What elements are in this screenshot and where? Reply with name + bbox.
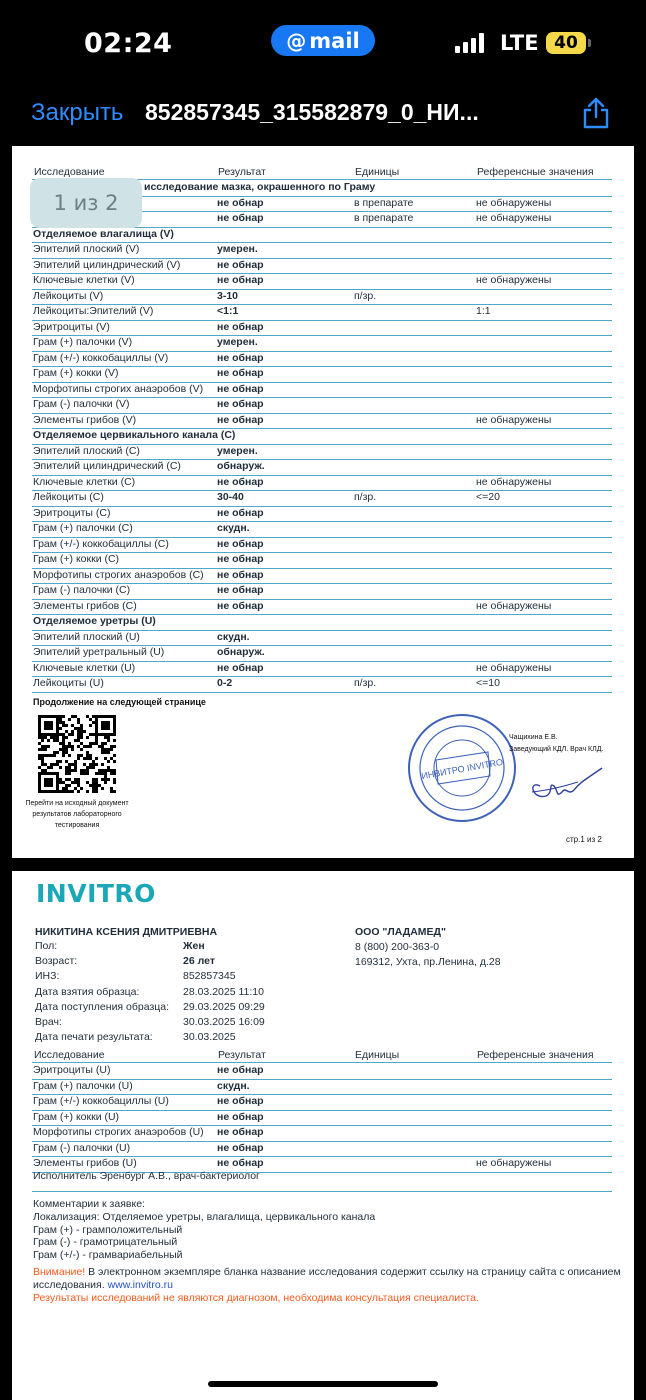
- org-name: ООО "ЛАДАМЕД": [355, 926, 447, 938]
- table-row: [32, 676, 612, 693]
- result-cell: не обнар: [217, 351, 264, 364]
- study-cell: Грам (-) палочки (U): [33, 1141, 131, 1154]
- study-cell: Грам (+) кокки (V): [33, 367, 119, 379]
- column-header-reference: Референсные значения: [477, 1049, 594, 1061]
- clock: 02:24: [84, 28, 173, 59]
- home-indicator[interactable]: [208, 1381, 438, 1387]
- result-cell: не обнар: [217, 382, 264, 395]
- signer-title: Заведующий КДЛ. Врач КЛД.: [509, 746, 604, 753]
- study-cell: Лейкоциты (U): [33, 677, 104, 689]
- study-cell: исследование мазка, окрашенного по Граму: [144, 181, 376, 193]
- document-title: 852857345_315582879_0_НИ...: [145, 99, 479, 125]
- column-header-result: Результат: [218, 166, 266, 178]
- study-cell: Эпителий плоский (C): [33, 444, 140, 457]
- mail-pill-label: mail: [309, 28, 360, 53]
- result-cell: скудн.: [217, 630, 250, 643]
- field-label: Дата печати результата:: [35, 1031, 153, 1044]
- table-row: [32, 1141, 612, 1158]
- table-row: [32, 366, 612, 383]
- field-value: 29.03.2025 09:29: [183, 1000, 265, 1013]
- study-cell: Эритроциты (V): [33, 320, 110, 333]
- units-cell: в препарате: [354, 196, 414, 209]
- stamp-label: ИНВИТРО INVITRO: [420, 756, 504, 782]
- patient-name: НИКИТИНА КСЕНИЯ ДМИТРИЕВНА: [35, 926, 218, 938]
- reference-cell: не обнаружены: [476, 212, 552, 224]
- page-indicator: 1 из 2: [30, 178, 142, 228]
- study-cell: Грам (+/-) коккобациллы (V): [33, 351, 169, 364]
- section-header-row: [32, 227, 612, 244]
- comment-line: Локализация: Отделяемое уретры, влагалища, цервикального канала: [33, 1211, 376, 1223]
- column-header-study: Исследование: [34, 166, 105, 178]
- study-cell: Морфотипы строгих анаэробов (U): [33, 1126, 204, 1138]
- result-cell: не обнар: [217, 258, 264, 271]
- battery-tip: [588, 39, 591, 47]
- table-row: [32, 537, 612, 554]
- reference-cell: <=10: [476, 677, 500, 689]
- study-cell: Эпителий уретральный (U): [33, 646, 165, 658]
- table-row: [32, 242, 612, 259]
- table-row: [32, 289, 612, 306]
- network-type: LTE: [500, 31, 539, 55]
- study-cell: Отделяемое цервикального канала (C): [33, 429, 236, 441]
- field-label: Пол:: [35, 940, 58, 952]
- org-address: 169312, Ухта, пр.Ленина, д.28: [355, 956, 501, 968]
- units-cell: п/зр.: [354, 289, 377, 302]
- disclaimer: Результаты исследований не являются диагнозом, необходима консультация специалиста.: [33, 1292, 479, 1304]
- result-cell: не обнар: [217, 475, 264, 488]
- reference-cell: не обнаружены: [476, 1157, 552, 1169]
- table-row: [32, 382, 612, 399]
- study-cell: Отделяемое влагалища (V): [33, 227, 174, 240]
- signer-info: [509, 732, 603, 756]
- column-header-units: Единицы: [355, 166, 400, 178]
- study-cell: Эпителий цилиндрический (C): [33, 460, 181, 472]
- field-value: 26 лет: [183, 955, 215, 968]
- result-cell: не обнар: [217, 398, 264, 410]
- invitro-logo: INVITRO: [36, 879, 156, 908]
- table-row: [32, 1063, 612, 1080]
- lab-stamp: [406, 712, 518, 824]
- status-bar: [0, 0, 646, 88]
- result-cell: не обнар: [217, 367, 264, 379]
- study-cell: Грам (-) палочки (V): [33, 398, 130, 410]
- warning-line-1: [33, 1266, 621, 1278]
- column-header-result: Результат: [218, 1049, 266, 1061]
- continuation-note: Продолжение на следующей странице: [33, 697, 206, 707]
- study-cell: Эпителий цилиндрический (V): [33, 258, 181, 271]
- study-cell: Ключевые клетки (V): [33, 274, 135, 286]
- table-row: [32, 1110, 612, 1127]
- column-header-study: Исследование: [34, 1049, 105, 1061]
- warning-line-2: [33, 1279, 173, 1291]
- study-cell: Грам (+) палочки (C): [33, 522, 133, 534]
- invitro-link[interactable]: www.invitro.ru: [107, 1279, 173, 1291]
- reference-cell: не обнаружены: [476, 475, 552, 488]
- table-row: [32, 413, 612, 430]
- table-row: [32, 1094, 612, 1111]
- column-header-units: Единицы: [355, 1049, 400, 1061]
- result-cell: не обнар: [217, 661, 264, 674]
- result-cell: не обнар: [217, 537, 264, 550]
- field-label: Врач:: [35, 1016, 62, 1028]
- signature: [518, 756, 608, 806]
- document-page-1: [12, 146, 634, 858]
- reference-cell: <=20: [476, 491, 500, 503]
- table-row: [32, 552, 612, 569]
- study-cell: Грам (+/-) коккобациллы (U): [33, 1095, 169, 1107]
- field-value: 30.03.2025: [183, 1031, 236, 1044]
- study-cell: Ключевые клетки (C): [33, 475, 136, 488]
- comment-line: Грам (+) - грамположительный: [33, 1223, 183, 1236]
- result-cell: не обнар: [217, 1126, 264, 1138]
- field-label: ИНЗ:: [35, 970, 60, 983]
- result-cell: 0-2: [217, 677, 233, 689]
- reference-cell: 1:1: [476, 305, 491, 317]
- table-row: [32, 397, 612, 414]
- table-row: [32, 1125, 612, 1142]
- study-cell: Эритроциты (C): [33, 506, 111, 519]
- section-header-row: [32, 428, 612, 445]
- warning-text-2: исследования.: [33, 1279, 108, 1291]
- result-cell: скудн.: [217, 1079, 250, 1092]
- result-cell: не обнар: [217, 320, 264, 333]
- comment-line: Грам (-) - грамотрицательный: [33, 1236, 178, 1248]
- study-cell: Отделяемое уретры (U): [33, 615, 156, 627]
- table-row: [32, 661, 612, 678]
- close-button[interactable]: Закрыть: [31, 99, 124, 126]
- mail-app-pill[interactable]: [271, 25, 375, 56]
- result-cell: не обнар: [217, 1064, 264, 1076]
- study-cell: Грам (+) палочки (U): [33, 1079, 133, 1092]
- battery-icon: 40: [546, 32, 586, 54]
- result-cell: не обнар: [217, 1095, 264, 1107]
- result-cell: 30-40: [217, 491, 244, 503]
- field-value: 852857345: [183, 970, 236, 983]
- reference-cell: не обнаружены: [476, 599, 552, 612]
- table-row: [32, 645, 612, 662]
- result-cell: не обнар: [217, 1141, 264, 1154]
- table-row: [32, 258, 612, 275]
- study-cell: Грам (+/-) коккобациллы (C): [33, 537, 169, 550]
- study-cell: Грам (+) палочки (V): [33, 336, 133, 348]
- at-icon: @: [286, 28, 307, 53]
- result-cell: не обнар: [217, 553, 264, 565]
- result-cell: не обнар: [217, 1110, 264, 1123]
- reference-cell: не обнаружены: [476, 413, 552, 426]
- study-cell: Грам (+) кокки (U): [33, 1110, 120, 1123]
- result-cell: не обнар: [217, 196, 264, 209]
- study-cell: Грам (-) палочки (C): [33, 584, 131, 596]
- field-value: 30.03.2025 16:09: [183, 1016, 265, 1028]
- reference-cell: не обнаружены: [476, 274, 552, 286]
- study-cell: Элементы грибов (V): [33, 413, 137, 426]
- org-phone: 8 (800) 200-363-0: [355, 941, 440, 953]
- comments-divider: [32, 1191, 612, 1192]
- column-header-reference: Референсные значения: [477, 166, 594, 178]
- field-label: Дата поступления образца:: [35, 1000, 170, 1013]
- result-cell: 3-10: [217, 289, 239, 302]
- result-cell: не обнар: [217, 212, 264, 224]
- performer: Исполнитель Эренбург А.В., врач-бактериолог: [33, 1170, 260, 1182]
- result-cell: не обнар: [217, 413, 264, 426]
- document-page-2: [12, 871, 634, 1400]
- reference-cell: не обнаружены: [476, 661, 552, 674]
- study-cell: Эпителий плоский (U): [33, 630, 140, 643]
- field-label: Возраст:: [35, 955, 78, 968]
- result-cell: <1:1: [217, 305, 239, 317]
- table-row: [32, 304, 612, 321]
- result-cell: не обнар: [217, 584, 264, 596]
- field-value: 28.03.2025 11:10: [183, 985, 264, 998]
- table-row: [32, 320, 612, 337]
- share-icon[interactable]: [580, 96, 612, 130]
- table-row: [32, 273, 612, 290]
- comment-line: Грам (+/-) - грамвариабельный: [33, 1248, 183, 1261]
- units-cell: п/зр.: [354, 677, 377, 689]
- study-cell: Грам (+) кокки (C): [33, 553, 120, 565]
- study-cell: Лейкоциты:Эпителий (V): [33, 305, 154, 317]
- study-cell: Эритроциты (U): [33, 1064, 111, 1076]
- study-cell: Эпителий плоский (V): [33, 243, 140, 255]
- study-cell: Лейкоциты (V): [33, 289, 104, 302]
- table-row: [32, 630, 612, 647]
- study-cell: Морфотипы строгих анаэробов (V): [33, 382, 204, 395]
- result-cell: обнаруж.: [217, 460, 265, 472]
- signal-icon: [455, 33, 484, 53]
- field-value: Жен: [183, 940, 205, 952]
- units-cell: п/зр.: [354, 491, 377, 503]
- result-cell: не обнар: [217, 568, 264, 581]
- study-cell: Элементы грибов (U): [33, 1157, 137, 1169]
- table-row: [32, 1079, 612, 1096]
- result-cell: умерен.: [217, 243, 258, 255]
- study-cell: Элементы грибов (C): [33, 599, 137, 612]
- units-cell: в препарате: [354, 212, 414, 224]
- warning-word: Внимание!: [33, 1266, 86, 1278]
- warning-text: В электронном экземпляре бланка название исследования содержит ссылку на страницу сайта с описанием: [85, 1266, 621, 1278]
- qr-code[interactable]: [38, 715, 116, 793]
- result-cell: скудн.: [217, 522, 250, 534]
- table-row: [32, 459, 612, 476]
- table-row: [32, 521, 612, 538]
- field-label: Дата взятия образца:: [35, 985, 140, 998]
- result-cell: не обнар: [217, 506, 264, 519]
- study-cell: Лейкоциты (C): [33, 491, 104, 503]
- study-cell: Морфотипы строгих анаэробов (C): [33, 568, 204, 581]
- reference-cell: не обнаружены: [476, 196, 552, 209]
- result-cell: обнаруж.: [217, 646, 265, 658]
- table-row: [32, 444, 612, 461]
- table-row: [32, 475, 612, 492]
- comments-header: Комментарии к заявке:: [33, 1198, 145, 1210]
- signer-name: Чащихина Е.В.: [509, 734, 558, 741]
- table-row: [32, 351, 612, 368]
- table-row: [32, 568, 612, 585]
- study-cell: Ключевые клетки (U): [33, 661, 136, 674]
- table-row: [32, 490, 612, 507]
- table-row: [32, 599, 612, 616]
- result-cell: не обнар: [217, 599, 264, 612]
- table-row: [32, 506, 612, 523]
- qr-caption: Перейти на исходный документ результатов лабораторного тестирования: [25, 800, 129, 829]
- section-header-row: [32, 614, 612, 631]
- result-cell: умерен.: [217, 336, 258, 348]
- result-cell: не обнар: [217, 1157, 264, 1169]
- result-cell: умерен.: [217, 444, 258, 457]
- table-row: [32, 583, 612, 600]
- page-number: стр.1 из 2: [566, 835, 602, 844]
- table-row: [32, 335, 612, 352]
- result-cell: не обнар: [217, 274, 264, 286]
